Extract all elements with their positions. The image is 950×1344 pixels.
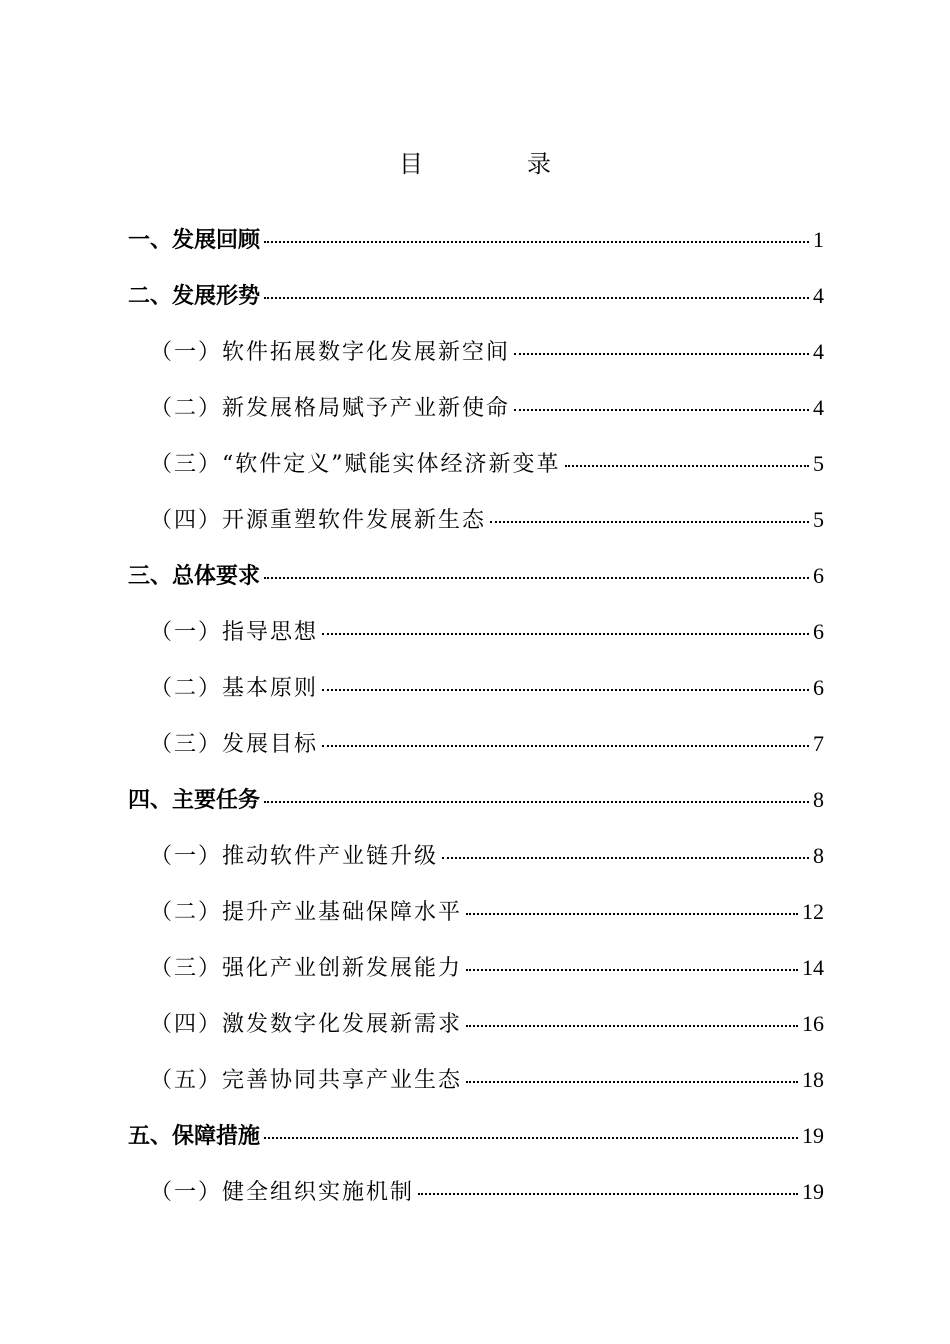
toc-dot-leader [264, 241, 809, 243]
toc-entry-text: （五）完善协同共享产业生态 [150, 1068, 463, 1093]
toc-page-number: 4 [813, 395, 824, 420]
toc-entry-text: 二、发展形势 [128, 284, 261, 309]
toc-entry[interactable] [150, 1060, 824, 1100]
toc-entry[interactable] [128, 220, 824, 260]
toc-entry-text: 四、主要任务 [128, 788, 261, 813]
toc-entry[interactable] [150, 1004, 824, 1044]
toc-dot-leader [264, 577, 809, 579]
toc-entry-text: （三）强化产业创新发展能力 [150, 956, 463, 981]
toc-dot-leader [490, 521, 809, 523]
toc-page-number: 6 [813, 619, 824, 644]
toc-dot-leader [466, 969, 798, 971]
toc-entry-text: 一、发展回顾 [128, 228, 261, 253]
toc-entry[interactable] [150, 332, 824, 372]
toc-entry-text: （一）健全组织实施机制 [150, 1180, 415, 1205]
toc-entry[interactable] [150, 500, 824, 540]
toc-dot-leader [442, 857, 809, 859]
toc-dot-leader [514, 353, 809, 355]
toc-dot-leader [514, 409, 809, 411]
toc-entry-text: （四）激发数字化发展新需求 [150, 1012, 463, 1037]
toc-page-number: 7 [813, 731, 824, 756]
toc-entry-text: 五、保障措施 [128, 1124, 261, 1149]
toc-entry[interactable] [150, 948, 824, 988]
toc-dot-leader [565, 465, 810, 467]
toc-dot-leader [418, 1193, 798, 1195]
toc-dot-leader [466, 1025, 798, 1027]
toc-entry[interactable] [128, 276, 824, 316]
toc-entry[interactable] [128, 780, 824, 820]
toc-entry[interactable] [150, 668, 824, 708]
toc-dot-leader [466, 913, 798, 915]
toc-entry[interactable] [150, 388, 824, 428]
toc-entry-text: （三）发展目标 [150, 732, 319, 757]
toc-entry-text: 三、总体要求 [128, 564, 261, 589]
toc-entry[interactable] [150, 612, 824, 652]
toc-page-number: 19 [802, 1179, 824, 1204]
toc-entry-text: （四）开源重塑软件发展新生态 [150, 508, 487, 533]
toc-dot-leader [264, 297, 809, 299]
toc-entry-text: （二）提升产业基础保障水平 [150, 900, 463, 925]
toc-page-number: 12 [802, 899, 824, 924]
toc-dot-leader [322, 745, 809, 747]
toc-entry-text: （一）推动软件产业链升级 [150, 844, 439, 869]
toc-page-number: 14 [802, 955, 824, 980]
toc-entry-text: （三）“软件定义”赋能实体经济新变革 [150, 452, 561, 477]
toc-entry[interactable] [150, 724, 824, 764]
toc-page-number: 16 [802, 1011, 824, 1036]
toc-entry[interactable] [128, 556, 824, 596]
toc-dot-leader [322, 689, 809, 691]
toc-page-number: 5 [813, 507, 824, 532]
toc-dot-leader [264, 1137, 798, 1139]
toc-page-number: 18 [802, 1067, 824, 1092]
toc-page-number: 4 [813, 283, 824, 308]
toc-title: 目 录 [399, 150, 591, 178]
toc-dot-leader [264, 801, 809, 803]
toc-entry[interactable] [150, 836, 824, 876]
toc-dot-leader [466, 1081, 798, 1083]
toc-page-number: 8 [813, 843, 824, 868]
toc-entry[interactable] [150, 444, 824, 484]
toc-page-number: 6 [813, 563, 824, 588]
toc-page-number: 19 [802, 1123, 824, 1148]
toc-page-number: 6 [813, 675, 824, 700]
toc-entry-text: （二）新发展格局赋予产业新使命 [150, 396, 511, 421]
toc-dot-leader [322, 633, 809, 635]
toc-entry-text: （二）基本原则 [150, 676, 319, 701]
toc-page-number: 5 [813, 451, 824, 476]
toc-entry[interactable] [128, 1116, 824, 1156]
toc-entry[interactable] [150, 1172, 824, 1212]
toc-entry-text: （一）软件拓展数字化发展新空间 [150, 340, 511, 365]
toc-page-number: 1 [813, 227, 824, 252]
toc-page-number: 4 [813, 339, 824, 364]
toc-page-number: 8 [813, 787, 824, 812]
toc-entry-text: （一）指导思想 [150, 620, 319, 645]
toc-entry[interactable] [150, 892, 824, 932]
